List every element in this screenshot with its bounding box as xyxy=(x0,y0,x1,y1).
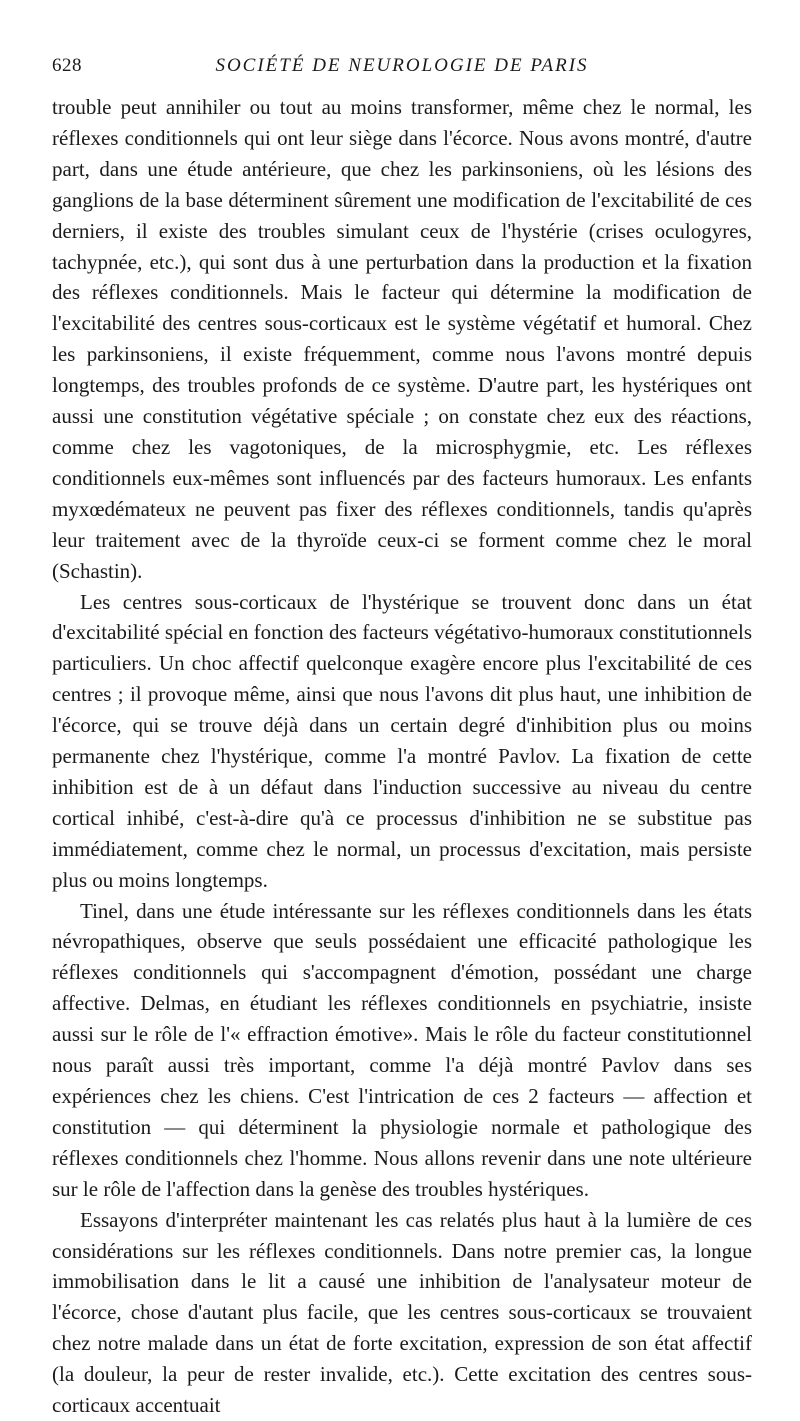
body-text xyxy=(52,92,752,1421)
page-number: 628 xyxy=(52,55,82,76)
running-title: SOCIÉTÉ DE NEUROLOGIE DE PARIS xyxy=(215,55,589,76)
paragraph-2: Les centres sous-corticaux de l'hystérique se trouvent donc dans un état d'excitabilité spécial en fonction des facteurs végétativo-humoraux constitutionnels particuliers. Un choc affectif quelconque exagère encore plus l'excitabilité de ces centres ; il provoque même, ainsi que nous l'avons dit plus haut, une inhibition de l'écorce, qui se trouve déjà dans un certain degré d'inhibition plus ou moins permanente chez l'hystérique, comme l'a montré Pavlov. La fixation de cette inhibition est de à un défaut dans l'induction successive au niveau du centre cortical inhibé, c'est-à-dire qu'à ce processus d'inhibition ne se substitue pas immédiatement, comme chez le normal, un processus d'excitation, mais persiste plus ou moins longtemps. xyxy=(52,589,752,892)
paragraph-3: Tinel, dans une étude intéressante sur les réflexes conditionnels dans les états névropathiques, observe que seuls possédaient une efficacité pathologique les réflexes conditionnels qui s'accompagnent d'émotion, possédant une charge affective. Delmas, en étudiant les réflexes conditionnels en psychiatrie, insiste aussi sur le rôle de l'« effraction émotive». Mais le rôle du facteur constitutionnel nous paraît aussi très important, comme l'a déjà montré Pavlov dans ses expériences chez les chiens. C'est l'intrication de ces 2 facteurs — affection et constitution — qui déterminent la physiologie normale et pathologique des réflexes conditionnels chez l'homme. Nous allons revenir dans une note ultérieure sur le rôle de l'affection dans la genèse des troubles hystériques. xyxy=(52,898,752,1201)
paragraph-4: Essayons d'interpréter maintenant les cas relatés plus haut à la lumière de ces considérations sur les réflexes conditionnels. Dans notre premier cas, la longue immobilisation dans le lit a causé une inhibition de l'analysateur moteur de l'écorce, chose d'autant plus facile, que les centres sous-corticaux se trouvaient chez notre malade dans un état de forte excitation, expression de son état affectif (la douleur, la peur de rester invalide, etc.). Cette excitation des centres sous-corticaux accentuait xyxy=(52,1207,752,1418)
page-header xyxy=(52,55,752,81)
paragraph-1: trouble peut annihiler ou tout au moins transformer, même chez le normal, les réflexes conditionnels qui ont leur siège dans l'écorce. Nous avons montré, d'autre part, dans une étude antérieure, que chez les parkinsoniens, où les lésions des ganglions de la base déterminent sûrement une modification de l'excitabilité de ces derniers, il existe des troubles simulant ceux de l'hystérie (crises oculogyres, tachypnée, etc.), qui sont dus à une perturbation dans la production et la fixation des réflexes conditionnels. Mais le facteur qui détermine la modification de l'excitabilité des centres sous-corticaux est le système végétatif et humoral. Chez les parkinsoniens, il existe fréquemment, comme nous l'avons montré depuis longtemps, des troubles profonds de ce système. D'autre part, les hystériques ont aussi une constitution végétative spéciale ; on constate chez eux des réactions, comme chez les vagotoniques, de la microsphygmie, etc. Les réflexes conditionnels eux-mêmes sont influencés par des facteurs humoraux. Les enfants myxœdémateux ne peuvent pas fixer des réflexes conditionnels, tandis qu'après leur traitement avec de la thyroïde ceux-ci se forment comme chez le moral (Schastin). xyxy=(52,95,752,583)
